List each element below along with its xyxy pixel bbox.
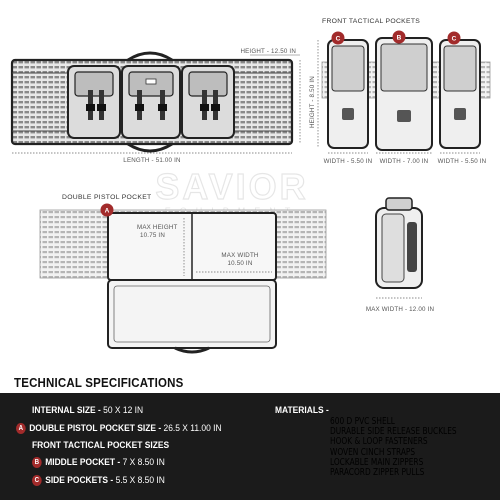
badge-c-right xyxy=(448,32,461,45)
material-item: LOCKABLE MAIN ZIPPERS xyxy=(330,456,424,468)
material-item: DURABLE SIDE RELEASE BUCKLES xyxy=(330,426,457,438)
material-item: HOOK & LOOP FASTENERS xyxy=(330,436,428,448)
max-width-line1: MAX WIDTH xyxy=(221,252,259,259)
length-main-label: LENGTH - 51.00 IN xyxy=(123,157,181,164)
side-view-diagram xyxy=(376,198,422,288)
badge-c-spec: C xyxy=(32,475,42,486)
width-b-label: WIDTH - 7.00 IN xyxy=(379,158,429,165)
svg-text:C: C xyxy=(451,35,457,43)
max-height-line2: 10.75 IN xyxy=(140,232,165,239)
material-item: PARACORD ZIPPER PULLS xyxy=(330,467,425,479)
material-item: 600 D PVC SHELL xyxy=(330,416,395,427)
svg-text:B: B xyxy=(396,34,402,42)
spec-front-pocket-sizes: FRONT TACTICAL POCKET SIZES xyxy=(32,440,170,451)
max-height-line1: MAX HEIGHT xyxy=(137,224,178,231)
width-c-left-label: WIDTH - 5.50 IN xyxy=(323,158,373,165)
spec-internal-size: INTERNAL SIZE - 50 X 12 IN xyxy=(32,405,144,416)
width-c-right-label: WIDTH - 5.50 IN xyxy=(437,158,487,165)
double-pistol-title: DOUBLE PISTOL POCKET xyxy=(62,194,152,201)
specs-title: TECHNICAL SPECIFICATIONS xyxy=(14,376,184,390)
badge-b xyxy=(393,31,406,44)
spec-materials-label: MATERIALS - xyxy=(275,405,329,416)
svg-text:A: A xyxy=(104,207,110,215)
svg-text:C: C xyxy=(335,35,341,43)
materials-list xyxy=(330,417,457,478)
height-pocket-label: HEIGHT - 8.50 IN xyxy=(309,76,316,128)
material-item: WOVEN CINCH STRAPS xyxy=(330,446,416,458)
badge-c-left xyxy=(332,32,345,45)
front-pockets-diagram xyxy=(322,35,490,150)
spec-middle-pocket: B MIDDLE POCKET - 7 X 8.50 IN xyxy=(32,457,165,468)
max-width-line2: 10.50 IN xyxy=(227,260,253,267)
badge-b-spec: B xyxy=(32,457,42,468)
spec-side-pockets: C SIDE POCKETS - 5.5 X 8.50 IN xyxy=(32,475,165,486)
badge-a: A xyxy=(16,423,26,434)
height-main-label: HEIGHT - 12.50 IN xyxy=(240,48,296,55)
open-case-diagram xyxy=(40,207,326,352)
brand-watermark xyxy=(155,166,308,216)
badge-a-diagram xyxy=(101,204,114,217)
spec-double-pistol: A DOUBLE PISTOL POCKET SIZE - 26.5 X 11.00 IN xyxy=(16,423,222,434)
logo-text: SAVIOR xyxy=(155,166,309,207)
max-width-side-label: MAX WIDTH - 12.00 IN xyxy=(365,306,435,313)
front-pockets-title: FRONT TACTICAL POCKETS xyxy=(322,18,421,25)
rifle-case-front-view xyxy=(12,53,292,151)
